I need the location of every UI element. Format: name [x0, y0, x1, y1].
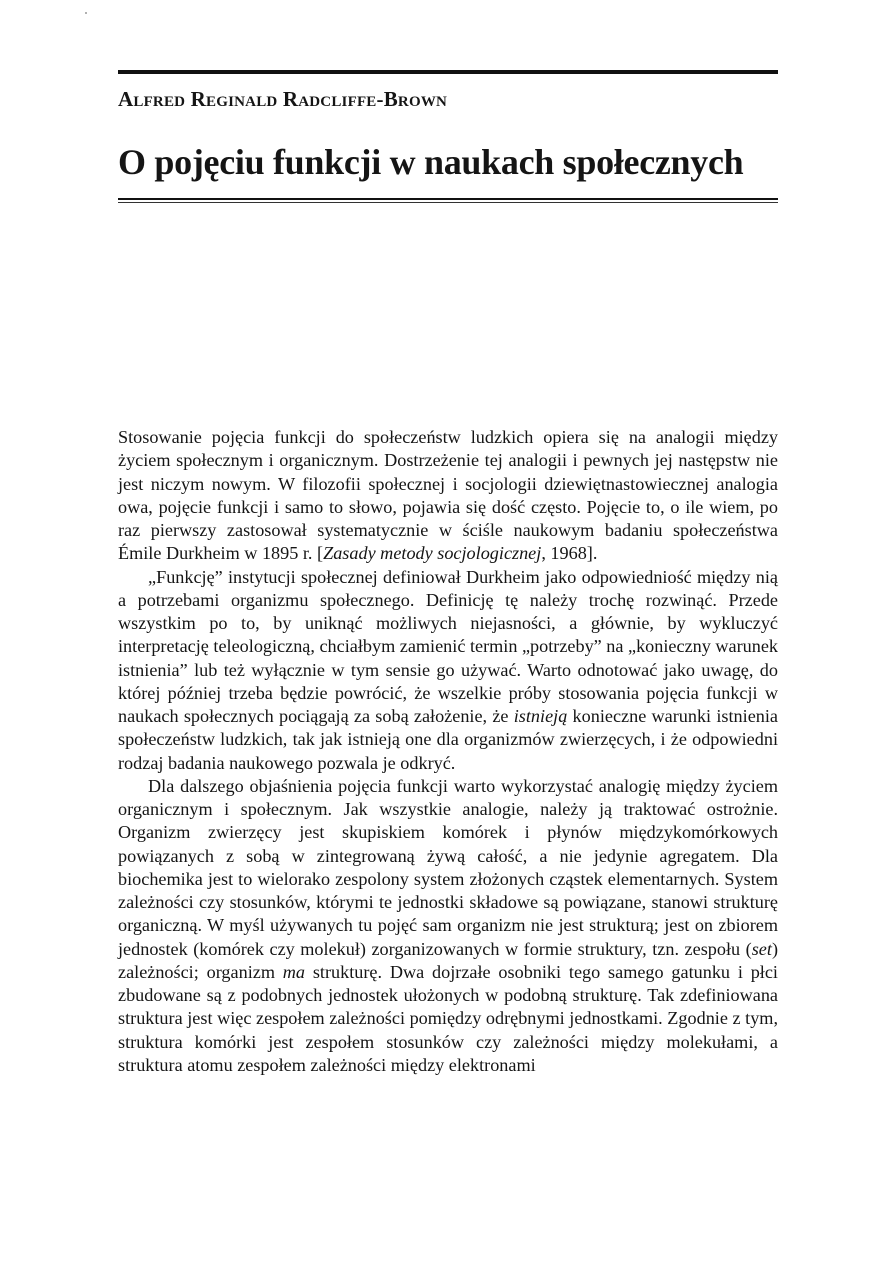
- author-name: Alfred Reginald Radcliffe-Brown: [118, 87, 448, 111]
- header-top-rule: [118, 70, 778, 74]
- paragraph-2: [118, 566, 778, 775]
- paragraph-2-text-b: konieczne warunki istnienia społeczeństw ludzkich, tak jak istnieją one dla organizmów zwierzęcych, i że odpowiedni rodzaj badania naukowego pozwala je odkryć.: [118, 706, 778, 773]
- header-bottom-rule-thin: [118, 202, 778, 203]
- paragraph-3-text-a: Dla dalszego objaśnienia pojęcia funkcji warto wykorzystać analogię między życiem organicznym i społecznym. Jak wszystkie analogie, należy ją traktować ostrożnie. Organizm zwierzęcy jest skupiskiem komórek i płynów międzykomórkowych powiązanych z sobą w zintegrowaną żywą całość, a nie jedynie agregatem. Dla biochemika jest to wielorako zespolony system złożonych cząstek elementarnych. System zależności czy stosunków, którymi te jednostki składowe są powiązane, stanowi strukturę organiczną. W myśl używanych tu pojęć sam organizm nie jest strukturą; jest on zbiorem jednostek (komórek czy molekuł) zorganizowanych w formie struktury, tzn. zespołu (: [118, 775, 778, 959]
- page-title: O pojęciu funkcji w naukach społecznych: [118, 142, 744, 182]
- header-bottom-rule: [118, 198, 778, 200]
- emphasis-istnieja: istnieją: [513, 706, 568, 726]
- paragraph-2-text-a: „Funkcję” instytucji społecznej definiował Durkheim jako odpowiedniość między nią a potrzebami organizmu społecznego. Definicję tę należy trochę rozwinąć. Przede wszystkim po to, by uniknąć możliwych niejasności, a głównie, by wykluczyć interpretację teleologiczną, chciałbym zamienić termin „potrzeby” na „konieczny warunek istnienia” lub też wyłącznie w tym sensie go używać. Warto odnotować jako uwagę, do której później trzeba będzie powrócić, że wszelkie próby stosowania pojęcia funkcji w naukach społecznych pociągają za sobą założenie, że: [118, 566, 778, 726]
- paragraph-1-text: Stosowanie pojęcia funkcji do społeczeństw ludzkich opiera się na analogii między życiem społecznym i organicznym. Dostrzeżenie tej analogii i pewnych jej następstw nie jest niczym nowym. W filozofii społecznej i socjologii dziewiętnastowiecznej analogia owa, pojęcie funkcji i samo to słowo, pojawia się dość często. Pojęcie to, o ile wiem, po raz pierwszy zastosował systematycznie w ściśle naukowym badaniu społeczeństwa Émile Durkheim w 1895 r. [: [118, 427, 778, 564]
- paragraph-3-text-c: strukturę. Dwa dojrzałe osobniki tego samego gatunku i płci zbudowane są z podobnych jednostek ułożonych w podobną strukturę. Tak zdefiniowana struktura jest więc zespołem zależności pomiędzy odrębnymi jednostkami. Zgodnie z tym, struktura komórki jest zespołem stosunków czy zależności między molekułami, a struktura atomu zespołem zależności między elektronami: [118, 961, 778, 1075]
- paragraph-3-text-b: ) zależności; organizm: [118, 938, 778, 982]
- citation-year: , 1968].: [541, 543, 598, 564]
- scan-speck: [85, 12, 87, 14]
- emphasis-set: set: [751, 938, 772, 959]
- paragraph-3: [118, 775, 778, 1077]
- emphasis-ma: ma: [282, 961, 306, 982]
- body-text: [118, 426, 778, 1077]
- paragraph-1: [118, 426, 778, 566]
- citation-title: Zasady metody socjologicznej: [323, 543, 542, 564]
